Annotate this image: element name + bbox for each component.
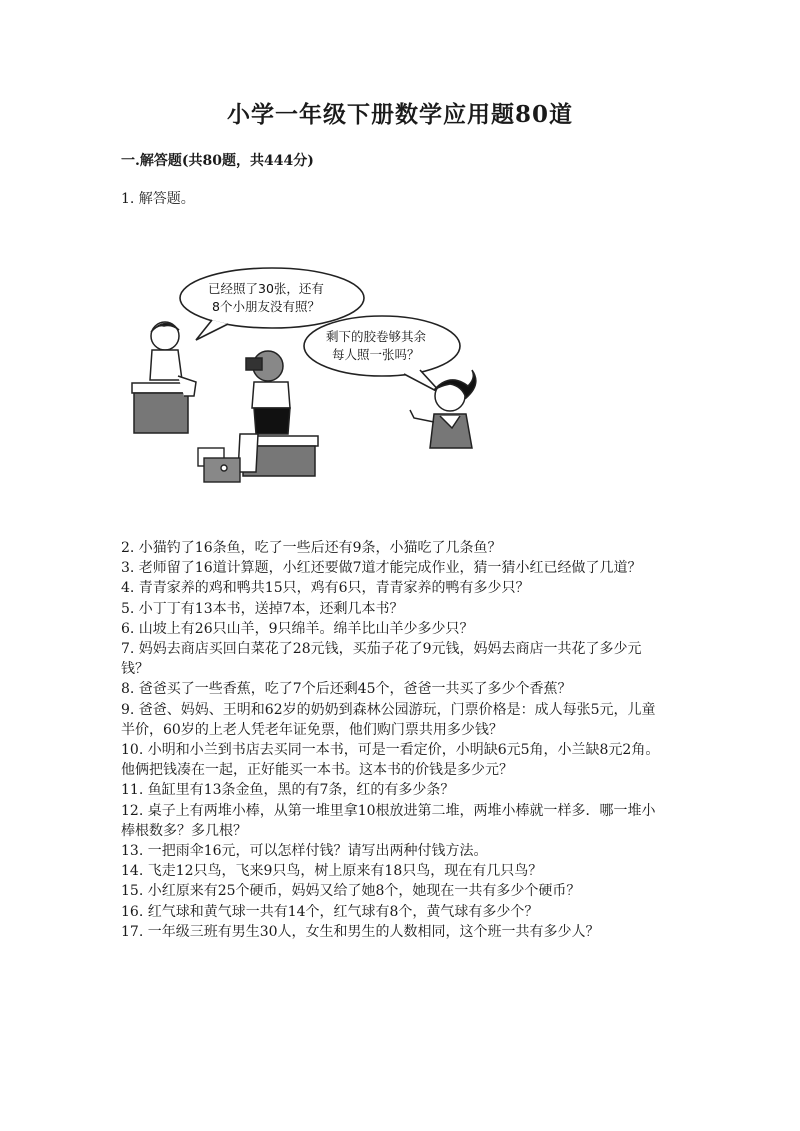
question-list: [121, 538, 661, 942]
question-12: 12. 桌子上有两堆小棒，从第一堆里拿10根放进第二堆，两堆小棒就一样多．哪一堆小棒根数多？多几根？: [121, 802, 656, 839]
question-4: 4. 青青家养的鸡和鸭共15只，鸡有6只，青青家养的鸭有多少只？: [121, 580, 530, 597]
question-11: 11. 鱼缸里有13条金鱼，黑的有7条，红的有多少条？: [121, 782, 455, 799]
sitting-boy-figure: [132, 322, 196, 433]
question-9: 9. 爸爸、妈妈、王明和62岁的奶奶到森林公园游玩，门票价格是：成人每张5元，儿童半价，60岁的上老人凭老年证免票，他们购门票共用多少钱？: [121, 701, 656, 738]
question-3: 3. 老师留了16道计算题，小红还要做7道才能完成作业，猜一猜小红已经做了几道？: [121, 560, 642, 577]
question-6: 6. 山坡上有26只山羊，9只绵羊。绵羊比山羊少多少只？: [121, 620, 474, 637]
bubble-right-line1: 剩下的胶卷够其余: [326, 329, 427, 344]
question-14: 14. 飞走12只鸟，飞来9只鸟，树上原来有18只鸟，现在有几只鸟？: [121, 863, 543, 880]
document-title: 小学一年级下册数学应用题80道: [226, 101, 573, 128]
bubble-left-line2: 8个小朋友没有照？: [212, 299, 320, 314]
question-13: 13. 一把雨伞16元，可以怎样付钱？请写出两种付钱方法。: [121, 843, 488, 860]
section-heading: 一.解答题(共80题，共444分): [121, 153, 314, 169]
bubble-right-line2: 每人照一张吗？: [332, 347, 420, 362]
question-7: 7. 妈妈去商店买回白菜花了28元钱，买茄子花了9元钱，妈妈去商店一共花了多少元钱？: [121, 641, 642, 678]
photographer-kid-figure: [238, 351, 318, 476]
question-10: 10. 小明和小兰到书店去买同一本书，可是一看定价，小明缺6元5角，小兰缺8元2角。他俩把钱凑在一起，正好能买一本书。这本书的价钱是多少元？: [121, 742, 660, 779]
question-1: 1. 解答题。: [121, 191, 195, 207]
speech-bubble-right: [304, 316, 460, 394]
question-8: 8. 爸爸买了一些香蕉，吃了7个后还剩45个，爸爸一共买了多少个香蕉？: [121, 681, 572, 698]
photo-scene-illustration: [120, 258, 500, 498]
film-box: [198, 448, 240, 482]
question-5: 5. 小丁丁有13本书，送掉7本，还剩几本书？: [121, 600, 404, 617]
question-16: 16. 红气球和黄气球一共有14个，红气球有8个，黄气球有多少个？: [121, 903, 539, 920]
question-2: 2. 小猫钓了16条鱼，吃了一些后还有9条，小猫吃了几条鱼？: [121, 540, 502, 556]
bubble-left-line1: 已经照了30张，还有: [208, 281, 324, 296]
question-17: 17. 一年级三班有男生30人，女生和男生的人数相同，这个班一共有多少人？: [121, 923, 600, 940]
question-15: 15. 小红原来有25个硬币，妈妈又给了她8个，她现在一共有多少个硬币？: [121, 883, 581, 900]
